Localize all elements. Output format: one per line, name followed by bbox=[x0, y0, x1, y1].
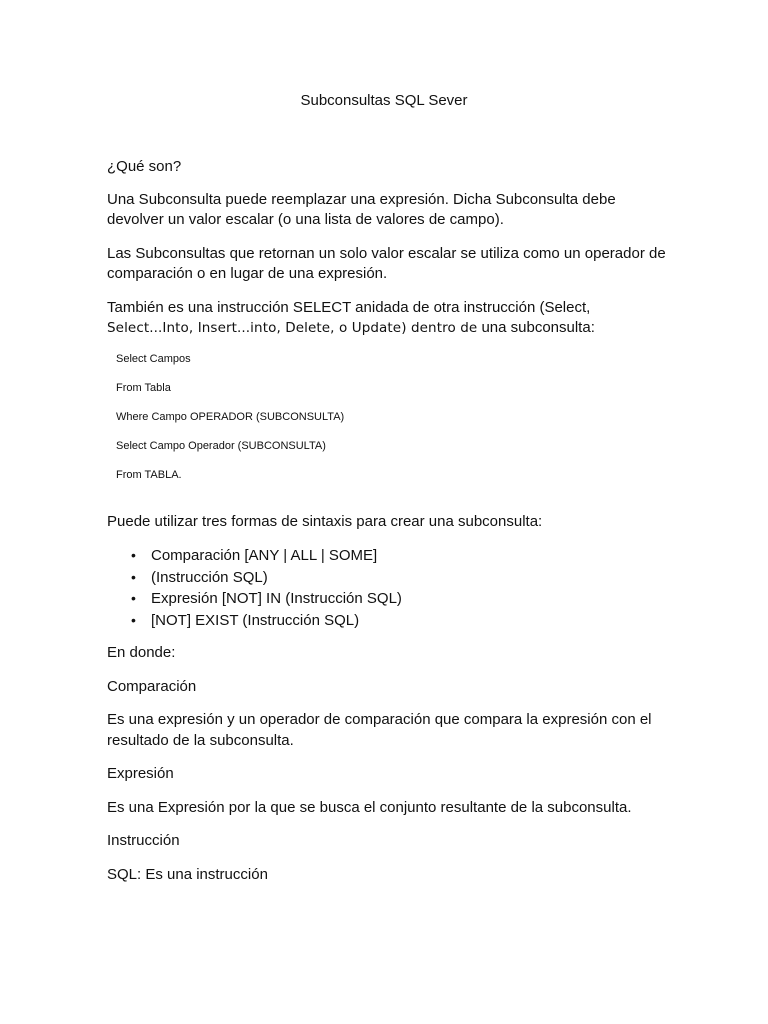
bullet-icon: • bbox=[131, 568, 136, 585]
paragraph-select-anidada-part2: Select...Into, Insert...into, Delete, o Update) dentro de bbox=[107, 320, 478, 336]
paragraph-select-anidada-part1: También es una instrucción SELECT anidada de otra instrucción (Select, bbox=[107, 298, 591, 316]
definition-expresion: Es una Expresión por la que se busca el conjunto resultante de la subconsulta. bbox=[107, 798, 632, 816]
definition-sql: SQL: Es una instrucción bbox=[107, 865, 268, 883]
heading-que-son: ¿Qué son? bbox=[107, 158, 182, 175]
code-example bbox=[116, 352, 667, 483]
list-item-text: Expresión [NOT] IN (Instrucción SQL) bbox=[151, 590, 402, 607]
code-line: Select Campos bbox=[116, 352, 191, 365]
paragraph-formas-sintaxis: Puede utilizar tres formas de sintaxis para crear una subconsulta: bbox=[107, 512, 543, 530]
term-instruccion: Instrucción bbox=[107, 832, 180, 849]
list-item bbox=[107, 588, 667, 610]
paragraph-definition: Una Subconsulta puede reemplazar una expresión. Dicha Subconsulta debe devolver un valor escalar (o una lista de valores de campo). bbox=[107, 190, 616, 228]
list-item-text: Comparación [ANY | ALL | SOME] bbox=[151, 547, 378, 564]
code-line: Select Campo Operador (SUBCONSULTA) bbox=[116, 439, 326, 452]
term-comparacion: Comparación bbox=[107, 677, 197, 695]
paragraph-escalar: Las Subconsultas que retornan un solo valor escalar se utiliza como un operador de comparación o en lugar de una expresión. bbox=[107, 244, 666, 282]
code-line: From TABLA. bbox=[116, 468, 182, 481]
definition-comparacion: Es una expresión y un operador de comparación que compara la expresión con el resultado de la subconsulta. bbox=[107, 711, 652, 749]
term-expresion: Expresión bbox=[107, 765, 174, 782]
syntax-list bbox=[107, 545, 667, 631]
paragraph-en-donde: En donde: bbox=[107, 644, 176, 661]
document-title: Subconsultas SQL Sever bbox=[300, 92, 468, 109]
document-body bbox=[107, 157, 667, 898]
paragraph-select-anidada bbox=[107, 298, 667, 339]
code-line: From Tabla bbox=[116, 381, 171, 394]
list-item-text: (Instrucción SQL) bbox=[151, 568, 268, 586]
bullet-icon: • bbox=[131, 590, 136, 606]
list-item bbox=[107, 567, 667, 589]
list-item-text: [NOT] EXIST (Instrucción SQL) bbox=[151, 611, 360, 629]
bullet-icon: • bbox=[131, 611, 136, 628]
list-item bbox=[107, 545, 667, 567]
code-line: Where Campo OPERADOR (SUBCONSULTA) bbox=[116, 410, 345, 423]
list-item bbox=[107, 610, 667, 632]
paragraph-select-anidada-part3: una subconsulta: bbox=[477, 319, 595, 336]
bullet-icon: • bbox=[131, 547, 136, 563]
